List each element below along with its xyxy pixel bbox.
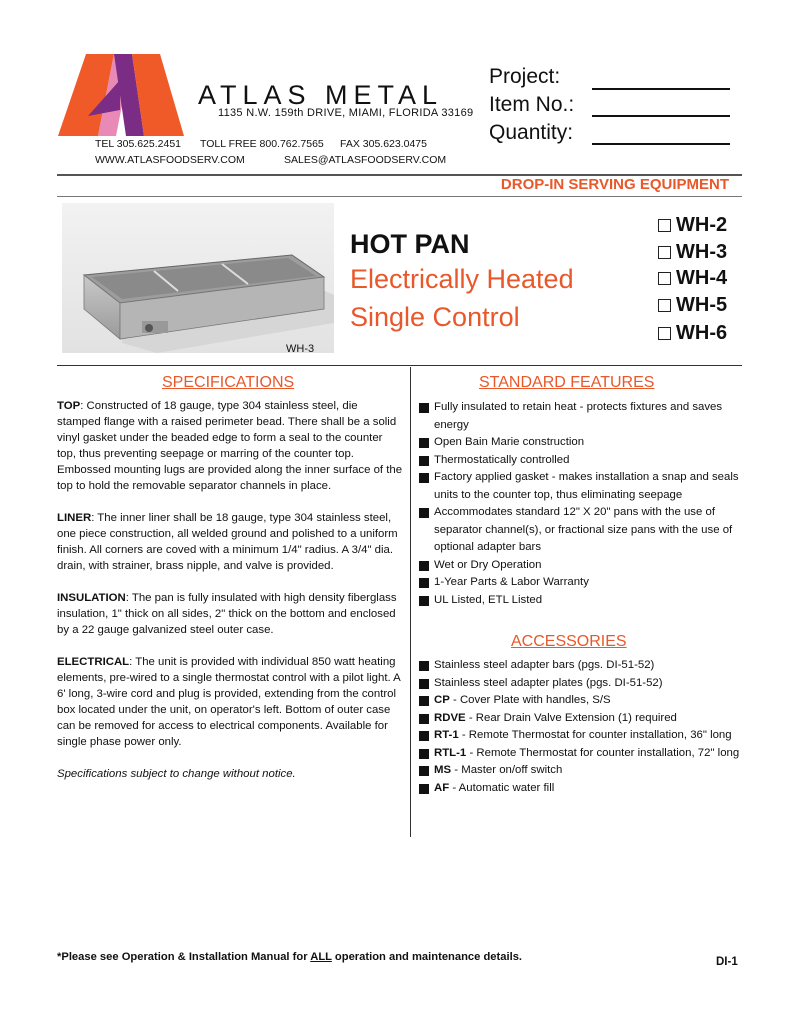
model-label: WH-5 bbox=[676, 294, 728, 316]
bullet-square-icon bbox=[419, 766, 429, 776]
list-item: UL Listed, ETL Listed bbox=[419, 592, 744, 610]
bullet-square-icon bbox=[419, 731, 429, 741]
specifications-body bbox=[57, 398, 403, 798]
item-no-label: Item No.: bbox=[489, 93, 575, 116]
list-item: Thermostatically controlled bbox=[419, 452, 744, 470]
spec-label: ELECTRICAL bbox=[57, 656, 130, 668]
model-label: WH-2 bbox=[676, 214, 728, 236]
model-option-wh-5[interactable] bbox=[658, 294, 727, 317]
list-item: 1-Year Parts & Labor Warranty bbox=[419, 574, 744, 592]
spec-electrical bbox=[57, 654, 403, 750]
spec-text: : Constructed of 18 gauge, type 304 stainless steel, die stamped flange with a raised perimeter bead. There shall be a solid vinyl gasket under the beaded edge to form a seal to the counter top, thus preventing seepage or marring of the counter top. Embossed mounting lugs are provided along the inner surface of the top to hold the removable separator channels in place. bbox=[57, 400, 403, 492]
model-label: WH-6 bbox=[676, 322, 728, 344]
bullet-square-icon bbox=[419, 596, 429, 606]
spec-text: : The pan is fully insulated with high density fiberglass insulation, 1" thick on all sides, 2" thick on the bottom and enclosed by a 22 gauge galvanized steel outer case. bbox=[57, 592, 397, 636]
checkbox-icon[interactable] bbox=[658, 272, 671, 285]
list-item: Open Bain Marie construction bbox=[419, 434, 744, 452]
column-divider bbox=[410, 367, 411, 837]
model-option-wh-6[interactable] bbox=[658, 322, 727, 345]
list-item: Stainless steel adapter bars (pgs. DI-51-52) bbox=[419, 657, 744, 675]
spec-label: LINER bbox=[57, 512, 92, 524]
model-label: WH-3 bbox=[676, 241, 728, 263]
project-field[interactable] bbox=[592, 88, 730, 90]
photo-caption: WH-3 bbox=[286, 343, 315, 355]
bullet-square-icon bbox=[419, 784, 429, 794]
checkbox-icon[interactable] bbox=[658, 219, 671, 232]
model-label: WH-4 bbox=[676, 267, 728, 289]
list-item: AF - Automatic water fill bbox=[419, 780, 744, 798]
email-link[interactable]: SALES@ATLASFOODSERV.COM bbox=[284, 154, 447, 166]
product-photo bbox=[62, 203, 334, 353]
bullet-square-icon bbox=[419, 508, 429, 518]
product-subtitle-line1: Electrically Heated bbox=[350, 264, 574, 294]
list-item: RT-1 - Remote Thermostat for counter installation, 36" long bbox=[419, 727, 744, 745]
spec-insulation bbox=[57, 590, 403, 638]
section-divider bbox=[57, 365, 742, 366]
bullet-square-icon bbox=[419, 661, 429, 671]
product-subtitle-line2: Single Control bbox=[350, 302, 520, 332]
bullet-square-icon bbox=[419, 578, 429, 588]
accessories-list bbox=[419, 657, 744, 797]
list-item: MS - Master on/off switch bbox=[419, 762, 744, 780]
spec-text: : The unit is provided with individual 850 watt heating elements, pre-wired to a single thermostat control with a pilot light. A 6' long, 3-wire cord and plug is provided, extending from the control box located under the unit, on operator's left. Bottom of outer case can be removed for access to electrical components. Available for single phase power only. bbox=[57, 656, 401, 748]
category-divider bbox=[57, 196, 742, 197]
spec-disclaimer: Specifications subject to change without notice. bbox=[57, 768, 296, 780]
checkbox-icon[interactable] bbox=[658, 299, 671, 312]
list-item: Accommodates standard 12" X 20" pans with the use of separator channel(s), or fractional size pans with the use of optional adapter bars bbox=[419, 504, 744, 557]
standard-features-heading: STANDARD FEATURES bbox=[479, 374, 655, 391]
project-label: Project: bbox=[489, 65, 561, 88]
model-option-wh-4[interactable] bbox=[658, 267, 727, 290]
company-address: 1135 N.W. 159th DRIVE, MIAMI, FLORIDA 33169 bbox=[218, 107, 474, 119]
bullet-square-icon bbox=[419, 561, 429, 571]
list-item: Wet or Dry Operation bbox=[419, 557, 744, 575]
fax-number: FAX 305.623.0475 bbox=[340, 138, 427, 150]
spec-label: TOP bbox=[57, 400, 81, 412]
model-option-wh-2[interactable] bbox=[658, 214, 727, 237]
bullet-square-icon bbox=[419, 714, 429, 724]
spec-top bbox=[57, 398, 403, 494]
bullet-square-icon bbox=[419, 456, 429, 466]
checkbox-icon[interactable] bbox=[658, 246, 671, 259]
toll-free-number: TOLL FREE 800.762.7565 bbox=[200, 138, 324, 150]
website-link[interactable]: WWW.ATLASFOODSERV.COM bbox=[95, 154, 245, 166]
list-item: RTL-1 - Remote Thermostat for counter installation, 72" long bbox=[419, 745, 744, 763]
bullet-square-icon bbox=[419, 679, 429, 689]
atlas-metal-logo bbox=[58, 54, 184, 136]
standard-features-list bbox=[419, 399, 744, 609]
list-item: Fully insulated to retain heat - protects fixtures and saves energy bbox=[419, 399, 744, 434]
bullet-square-icon bbox=[419, 749, 429, 759]
checkbox-icon[interactable] bbox=[658, 327, 671, 340]
list-item: Stainless steel adapter plates (pgs. DI-51-52) bbox=[419, 675, 744, 693]
bullet-square-icon bbox=[419, 473, 429, 483]
page-number: DI-1 bbox=[716, 956, 738, 968]
model-option-wh-3[interactable] bbox=[658, 241, 727, 264]
bullet-square-icon bbox=[419, 438, 429, 448]
quantity-field[interactable] bbox=[592, 143, 730, 145]
category-heading: DROP-IN SERVING EQUIPMENT bbox=[500, 176, 729, 193]
product-title: HOT PAN bbox=[350, 229, 470, 259]
spec-label: INSULATION bbox=[57, 592, 126, 604]
specifications-heading: SPECIFICATIONS bbox=[162, 374, 295, 391]
footer-note: *Please see Operation & Installation Manual for ALL operation and maintenance details. bbox=[57, 951, 523, 963]
item-no-field[interactable] bbox=[592, 115, 730, 117]
spec-liner bbox=[57, 510, 403, 574]
bullet-square-icon bbox=[419, 696, 429, 706]
accessories-heading: ACCESSORIES bbox=[511, 633, 627, 650]
list-item: Factory applied gasket - makes installation a snap and seals units to the counter top, thus eliminating seepage bbox=[419, 469, 744, 504]
list-item: CP - Cover Plate with handles, S/S bbox=[419, 692, 744, 710]
list-item: RDVE - Rear Drain Valve Extension (1) required bbox=[419, 710, 744, 728]
spec-text: : The inner liner shall be 18 gauge, type 304 stainless steel, one piece construction, all welded ground and polished to a uniform finish. All corners are coved with a minimum 1/4" radius. A 3/4" dia. drain, with strainer, brass nipple, and valve is provided. bbox=[57, 512, 398, 572]
quantity-label: Quantity: bbox=[489, 121, 574, 144]
bullet-square-icon bbox=[419, 403, 429, 413]
phone-number: TEL 305.625.2451 bbox=[95, 138, 182, 150]
company-name: ATLAS METAL bbox=[198, 80, 444, 110]
